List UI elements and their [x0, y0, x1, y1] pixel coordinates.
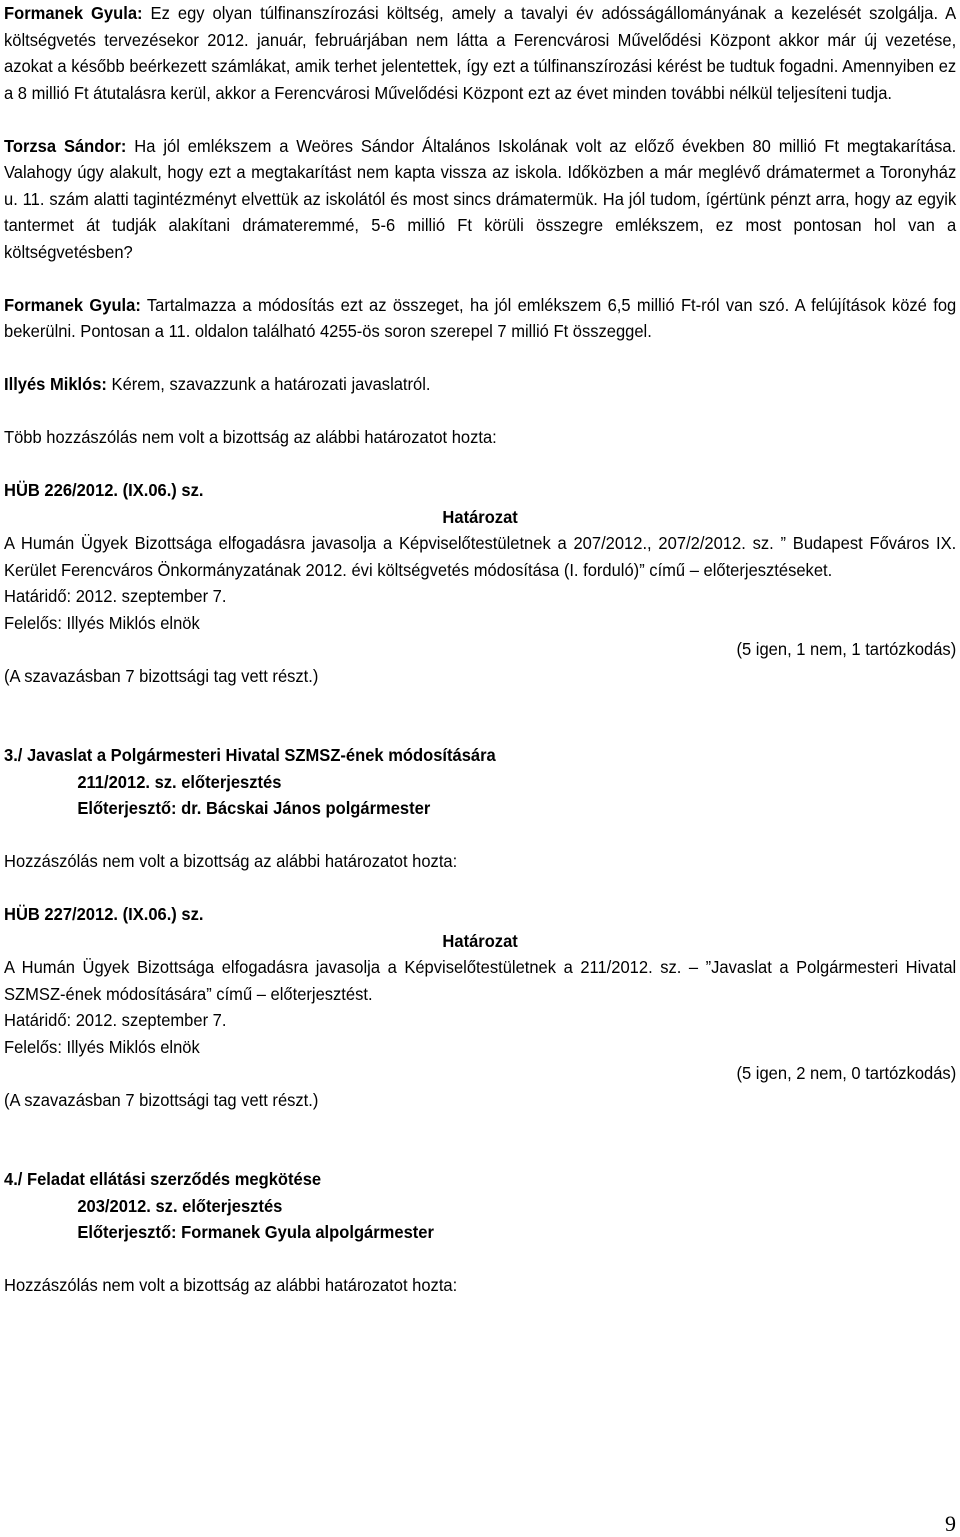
- resolution-vote: (5 igen, 2 nem, 0 tartózkodás): [736, 1063, 957, 1083]
- resolution-deadline: Határidő: 2012. szeptember 7.: [4, 1010, 227, 1030]
- paragraph-text: Kérem, szavazzunk a határozati javaslatról.: [106, 374, 431, 394]
- resolution-heading: Határozat: [442, 930, 518, 951]
- agenda-item-4: [4, 1166, 956, 1299]
- agenda-proposal: 203/2012. sz. előterjesztés: [77, 1195, 283, 1216]
- spacer: [4, 1113, 956, 1166]
- paragraph-torzsa: [4, 133, 956, 266]
- resolution-responsible: Felelős: Illyés Miklós elnök: [4, 612, 200, 633]
- paragraph-text: Tartalmazza a módosítás ezt az összeget, ha jól emlékszem 6,5 millió Ft-ról van szó. A felújítások közé fog bekerülni. Pontosan a 11. oldalon található 4255-ös soron szerepel 7 millió Ft összeggel.: [4, 294, 957, 341]
- paragraph-formanek-1: [4, 0, 956, 106]
- resolution-number: HÜB 227/2012. (IX.06.) sz.: [4, 904, 204, 924]
- resolution-226: [4, 477, 956, 689]
- paragraph-text: Ha jól emlékszem a Weöres Sándor Általános Iskolának volt az előző években 80 millió Ft megtakarítása. Valahogy úgy alakult, hogy ezt a megtakarítást nem kapta vissza az iskola. Időközben a már meglévő drámatermet a Toronyház u. 11. szám alatti tagintézményt elvettük az iskolától és most sincs drámatermük. Ha jól tudom, ígértünk pénzt arra, hogy az egyik tantermet át tudják alakítani drámateremmé, 5-6 millió Ft körüli összegre emlékszem, ez most pontosan hol van a költségvetésben?: [4, 135, 957, 262]
- resolution-participants: (A szavazásban 7 bizottsági tag vett részt.): [4, 1089, 319, 1110]
- speaker-name: Formanek Gyula:: [4, 3, 143, 23]
- resolution-heading: Határozat: [442, 506, 518, 527]
- agenda-presenter: Előterjesztő: dr. Bácskai János polgármester: [77, 798, 431, 818]
- resolution-number: HÜB 226/2012. (IX.06.) sz.: [4, 480, 204, 500]
- paragraph-note: [4, 424, 956, 451]
- resolution-227: [4, 901, 956, 1113]
- resolution-participants: (A szavazásban 7 bizottsági tag vett részt.): [4, 665, 319, 686]
- speaker-name: Formanek Gyula:: [4, 294, 141, 315]
- speaker-name: Torzsa Sándor:: [4, 135, 127, 156]
- spacer: [4, 1246, 956, 1273]
- agenda-presenter: Előterjesztő: Formanek Gyula alpolgármester: [77, 1222, 434, 1242]
- spacer: [4, 822, 956, 849]
- paragraph-illyes: [4, 371, 956, 398]
- resolution-deadline: Határidő: 2012. szeptember 7.: [4, 586, 227, 606]
- agenda-title: 3./ Javaslat a Polgármesteri Hivatal SZMSZ-ének módosítására: [4, 745, 496, 765]
- agenda-item-3: [4, 742, 956, 875]
- agenda-note: Hozzászólás nem volt a bizottság az alábbi határozatot hozta:: [4, 851, 458, 871]
- speaker-name: Illyés Miklós:: [4, 374, 107, 394]
- spacer: [4, 689, 956, 742]
- document-page: [4, 0, 956, 1299]
- paragraph-text: Ez egy olyan túlfinanszírozási költség, amely a tavalyi év adósságállományának a kezelését szolgálja. A költségvetés tervezésekor 2012. január, februárjában nem látta a Ferencvárosi Művelődési Központ akkor már új vezetése, azokat a később beérkezett számlákat, amik terhet jelentettek, így ezt a túlfinanszírozási kérést be tudtuk fogadni. Amennyiben ez a 8 millió Ft átutalásra kerül, akkor a Ferencvárosi Művelődési Központ ezt az évet minden további nélkül teljesíteni tudja.: [4, 3, 957, 103]
- spacer: [4, 875, 956, 902]
- agenda-title: 4./ Feladat ellátási szerződés megkötése: [4, 1169, 322, 1189]
- resolution-responsible: Felelős: Illyés Miklós elnök: [4, 1036, 200, 1057]
- page-number: 9: [945, 1511, 956, 1536]
- resolution-body: A Humán Ügyek Bizottsága elfogadásra javasolja a Képviselőtestületnek a 211/2012. sz. – ”Javaslat a Polgármesteri Hivatal SZMSZ-ének módosítására” című – előterjesztést.: [4, 957, 957, 1004]
- resolution-vote: (5 igen, 1 nem, 1 tartózkodás): [736, 639, 957, 659]
- paragraph-text: Több hozzászólás nem volt a bizottság az alábbi határozatot hozta:: [4, 427, 497, 447]
- resolution-body: A Humán Ügyek Bizottsága elfogadásra javasolja a Képviselőtestületnek a 207/2012., 207/2/2012. sz. ” Budapest Főváros IX. Kerület Ferencváros Önkormányzatának 2012. évi költségvetés módosítása (I. forduló)” című – előterjesztéseket.: [4, 533, 957, 580]
- agenda-note: Hozzászólás nem volt a bizottság az alábbi határozatot hozta:: [4, 1275, 458, 1295]
- agenda-proposal: 211/2012. sz. előterjesztés: [77, 771, 282, 792]
- paragraph-formanek-2: [4, 292, 956, 345]
